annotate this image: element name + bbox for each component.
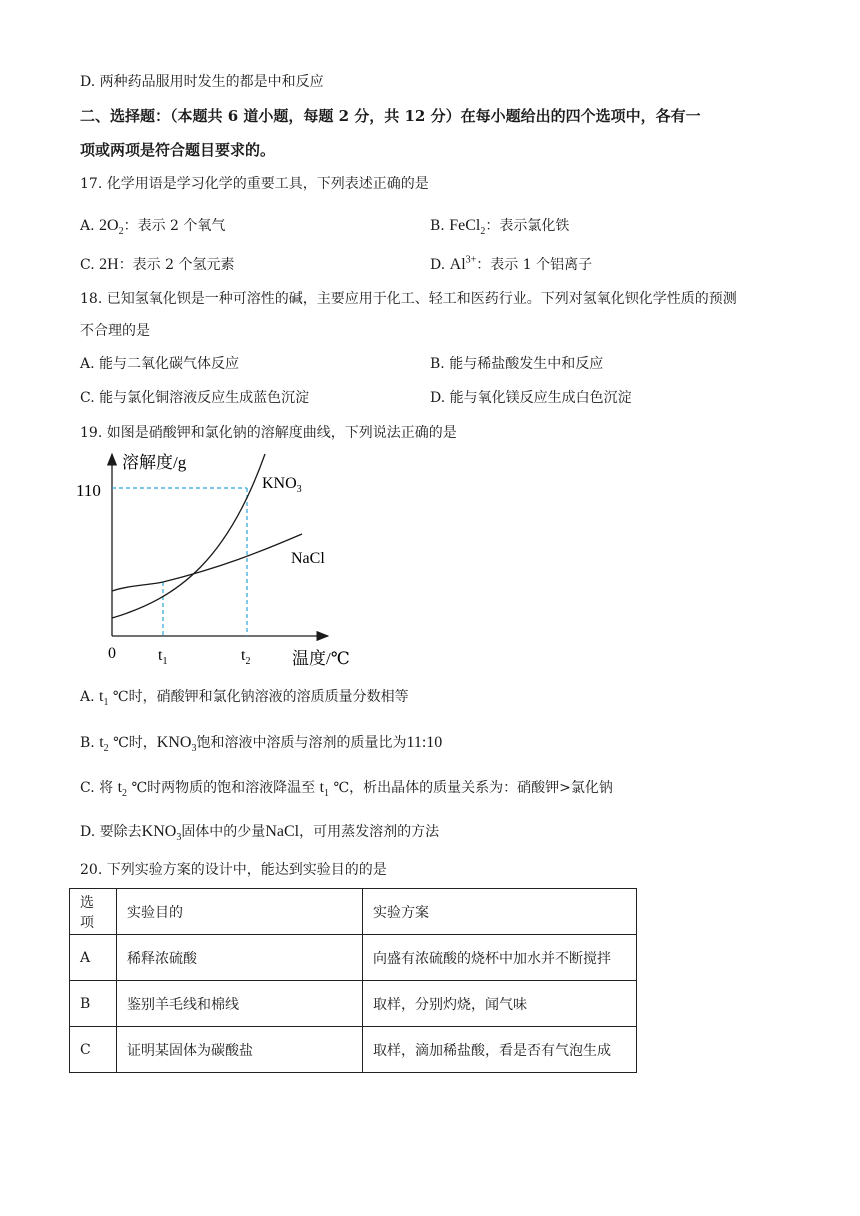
q19-option-c: C. 将 $t_2$ ℃时两物质的饱和溶液降温至 $t_1$ ℃，析出晶体的质量关系为：硝酸钾>氯化钠 — [80, 779, 613, 800]
formula: $KNO_3$ — [141, 823, 182, 844]
q18-option-b: B. 能与稀盐酸发生中和反应 — [430, 356, 604, 372]
series-label-nacl: NaCl — [291, 550, 325, 567]
formula: $Al^{3+}$ — [449, 254, 477, 273]
series-label-kno3: $KNO_3$ — [262, 475, 302, 495]
table-cell: 取样，滴加稀盐酸，看是否有气泡生成 — [363, 1027, 637, 1073]
option-text: ：表示氯化铁 — [485, 218, 570, 234]
x-tick-t1: $t_1$ — [158, 647, 168, 667]
q20-stem: 20. 下列实验方案的设计中，能达到实验目的的是 — [80, 862, 387, 878]
section-heading-line1: 二、选择题：（本题共 6 道小题，每题 2 分，共 12 分）在每小题给出的四个选项中，各有一 — [80, 107, 701, 125]
table-header-cell: 选项 — [70, 889, 117, 935]
solubility-chart — [70, 448, 370, 673]
q17-option-d — [430, 254, 592, 274]
table-header-cell: 实验方案 — [363, 889, 637, 935]
q18-option-d: D. 能与氧化镁反应生成白色沉淀 — [430, 390, 632, 406]
q17-options-row1 — [80, 215, 800, 237]
q19-option-b: B. $t_2$ ℃时，$KNO_3$饱和溶液中溶质与溶剂的质量比为11:10 — [80, 734, 443, 755]
table-cell: 稀释浓硫酸 — [117, 935, 363, 981]
q17-option-b — [430, 215, 569, 237]
section-heading-line2: 项或两项是符合题目要求的。 — [80, 141, 276, 159]
formula: $t_1$ — [99, 688, 109, 709]
q18-option-c: C. 能与氯化铜溶液反应生成蓝色沉淀 — [80, 390, 310, 406]
q19-option-a: A. $t_1$ ℃时，硝酸钾和氯化钠溶液的溶质质量分数相等 — [80, 688, 409, 709]
q16-option-d: D. 两种药品服用时发生的都是中和反应 — [80, 74, 324, 90]
x-axis-label: 温度/℃ — [292, 649, 350, 668]
option-text: ：表示 1 个铝离子 — [476, 257, 593, 273]
q17-option-c — [80, 254, 235, 274]
table-cell: C — [70, 1027, 117, 1073]
series-line-kno3 — [112, 454, 265, 618]
table-cell: 鉴别羊毛线和棉线 — [117, 981, 363, 1027]
origin-label: 0 — [108, 645, 116, 662]
q17-options-row2 — [80, 254, 800, 276]
table-row — [70, 1027, 637, 1073]
table-header-cell: 实验目的 — [117, 889, 363, 935]
q19-stem: 19. 如图是硝酸钾和氯化钠的溶解度曲线，下列说法正确的是 — [80, 425, 457, 441]
table-cell: 向盛有浓硫酸的烧杯中加水并不断搅拌 — [363, 935, 637, 981]
q18-option-a: A. 能与二氧化碳气体反应 — [80, 356, 240, 372]
option-label: D. — [430, 257, 446, 273]
q17-option-a — [80, 215, 225, 237]
formula: 2H — [99, 256, 119, 273]
q18-stem-line1: 18. 已知氢氧化钡是一种可溶性的碱，主要应用于化工、轻工和医药行业。下列对氢氧化钡化学性质的预测 — [80, 291, 737, 307]
ratio: 11:10 — [406, 734, 443, 751]
table-cell: B — [70, 981, 117, 1027]
formula: FeCl$_2$ — [449, 217, 486, 238]
table-cell: A — [70, 935, 117, 981]
table-cell: 取样，分别灼烧，闻气味 — [363, 981, 637, 1027]
option-label: B. — [430, 218, 445, 234]
y-tick-110: 110 — [76, 481, 101, 500]
table-header-row — [70, 889, 637, 935]
formula: $KNO_3$ — [156, 734, 197, 755]
experiment-table — [69, 888, 637, 1073]
table-row — [70, 935, 637, 981]
x-tick-t2: $t_2$ — [241, 647, 251, 667]
option-label: C. — [80, 257, 95, 273]
option-text: ：表示 2 个氢元素 — [118, 257, 235, 273]
y-axis-label: 溶解度/g — [122, 453, 187, 472]
formula: $2O_2$ — [99, 217, 124, 238]
formula: $t_2$ — [117, 779, 128, 800]
q19-option-d: D. 要除去$KNO_3$固体中的少量NaCl，可用蒸发溶剂的方法 — [80, 823, 440, 844]
option-label: A. — [80, 218, 95, 234]
formula: $t_1$ — [319, 779, 330, 800]
series-line-nacl — [112, 534, 302, 591]
formula: NaCl — [265, 823, 300, 840]
table-row — [70, 981, 637, 1027]
q17-stem: 17. 化学用语是学习化学的重要工具，下列表述正确的是 — [80, 176, 429, 192]
q18-stem-line2: 不合理的是 — [80, 323, 150, 339]
formula: $t_2$ — [99, 734, 109, 755]
option-text: ：表示 2 个氧气 — [123, 218, 226, 234]
table-cell: 证明某固体为碳酸盐 — [117, 1027, 363, 1073]
